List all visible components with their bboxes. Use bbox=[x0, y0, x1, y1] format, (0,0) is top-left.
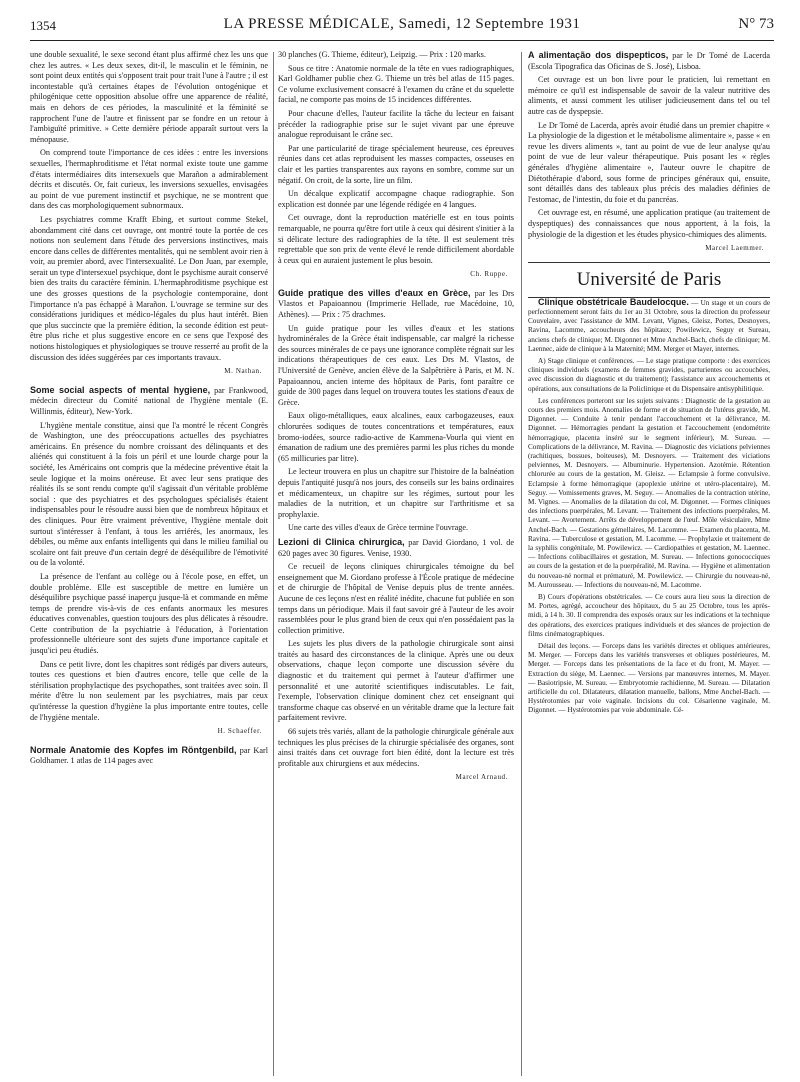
page-number: 1354 bbox=[30, 18, 56, 33]
review-heading bbox=[30, 745, 268, 767]
book-title: A alimentação dos dispepticos, bbox=[528, 50, 669, 60]
review-paragraph: Cet ouvrage est un bon livre pour le praticien, lui remettant en mémoire ce qu'il est indispensable de savoir de la valeur nutritive des aliments, et aussi comment les utiliser judicieusement dans tel ou tel autre cas de dyspepsie. bbox=[528, 75, 770, 116]
review-paragraph: Le lecteur trouvera en plus un chapitre sur l'histoire de la balnéation depuis l'antiquité jusqu'à nos jours, des conseils sur les bains ordinaires et médicamenteux, un chapitre sur les régimes, surtout pour les maladies de la nutrition, et un chapitre sur l'arthritisme et sa prophylaxie. bbox=[278, 467, 514, 519]
review-paragraph: Eaux oligo-métalliques, eaux alcalines, eaux carbogazeuses, eaux chlorurées sodiques de toutes concentrations et températures, eaux bromo-iodées, source radio-active de Kammena-Vourla qui vient en émanation de radium une des premières parmi les plus riches du monde (65 millicuries par litre). bbox=[278, 411, 514, 463]
review-paragraph: une double sexualité, le sexe second étant plus affirmé chez les uns que chez les autres. « Les deux sexes, dit-il, le masculin et le féminin, ne sont point deux entités qui s'opposent trait pour trait l'une à l'autre ; il est incontestable qu'à certaines étapes de l'évolution ontogénique et philogénique cette opposition absolue offre une apparence de réalité, mais en dehors de ces périodes, la masculinité et la féminité se rapprochent l'une de l'autre et finissent par se fondre en un retour à l'ambiguïté primitive. » Cette dernière période apparaît surtout vers la ménopause. bbox=[30, 50, 268, 144]
section-divider bbox=[528, 262, 770, 263]
book-byline: par le Dr Tomé de Lacerda (Escola Tipografica das Oficinas de S. José), Lisboa. bbox=[528, 51, 770, 71]
review-paragraph: 30 planches (G. Thieme, éditeur), Leipzig. — Prix : 120 marks. bbox=[278, 50, 486, 59]
book-title: Some social aspects of mental hygiene, bbox=[30, 384, 211, 395]
book-title: Guide pratique des villes d'eaux en Grèce, bbox=[278, 287, 471, 298]
review-paragraph: Pour chacune d'elles, l'auteur facilite la tâche du lecteur en faisant précéder la radiographie prise sur le sujet vivant par une épreuve analogue reproduisant le crâne sec. bbox=[278, 108, 514, 140]
review-paragraph: Les sujets les plus divers de la pathologie chirurgicale sont ainsi traités au hasard des circonstances de la clinique. Après une ou deux observations, chaque leçon comporte une discussion sévère du diagnostic et du traitement qui permet à l'auteur d'affirmer une personnalité et une autorité scientifiques indiscutables. Le fait, l'exemple, l'observation clinique dominent chez cet enseignant qui transforme chaque cas observé en un véritable drame que la lecture fait parfaitement revivre. bbox=[278, 639, 514, 723]
review-paragraph: Sous ce titre : Anatomie normale de la tête en vues radiographiques, Karl Goldhamer publie chez G. Thieme un très bel atlas de 115 pages. Ce volume exclusivement consacré à l'examen du crâne et du squelette facial, ne comporte pas moins de 15 incidences différentes. bbox=[278, 63, 514, 105]
announcement-paragraph: Clinique obstétricale Baudelocque. — Un stage et un cours de perfectionnement seront faits du 1er au 31 Octobre, sous la direction du professeur Couvelaire, avec l'assistance de MM. Levant, Vignes, Gleisz, Portes, Desnoyers, Ravina, Lacomme, accoucheurs des hôpitaux; Powilewicz, Seguy et Sureau, anciens chefs de clinique; M. Digonnet et Mme Anchel-Bach, chefs de clinique; M. Laennec, aide de clinique à la Maternité; MM. Merger et Mayer, internes. bbox=[528, 296, 770, 353]
review-paragraph: La présence de l'enfant au collège ou à l'école pose, en effet, un double problème. Elle est susceptible de mettre en lumière un déséquilibre psychique passé inaperçu jusque-là et commande en même temps de prendre vis-à-vis de ces enfants anormaux les mesures éducatives convenables, question toujours des plus délicates à résoudre. Cette contribution de la psychiatrie à l'éducation, à l'orientation professionnelle ultérieure sont des sujets d'une importance capitale et jusqu'ici peu étudiés. bbox=[30, 571, 268, 656]
issue-number: N° 73 bbox=[738, 16, 774, 32]
announcement-text: Un stage et un cours de perfectionnement seront faits du 1er au 31 Octobre, sous la direction du professeur Couvelaire, avec l'assistance de MM. Levant, Vignes, Gleisz, Portes, Desnoyers, Ravina, Lacomme, accoucheurs des hôpitaux; Powilewicz, Seguy et Sureau, anciens chefs de clinique; M. Digonnet et Mme Anchel-Bach, chefs de clinique; M. Laennec, aide de clinique à la Maternité; MM. Merger et Mayer, internes. bbox=[528, 298, 770, 353]
review-paragraph: Un guide pratique pour les villes d'eaux et les stations hydrominérales de la Grèce était indispensable, car malgré la richesse des sources minérales de ce pays une ignorance complète régnait sur les indications thérapeutiques de ces eaux. Les Drs M. Vlastos, de l'Université de Genève, ancien élève de la Salpêtrière à Paris, et M. N. Papaioannou, ancien interne des hôpitaux de Paris, font paraître ce guide de 300 pages dans lequel on trouvera toutes les stations d'eaux de Grèce. bbox=[278, 323, 514, 407]
column-rule-right bbox=[521, 52, 522, 1076]
review-signature: Marcel Arnaud. bbox=[455, 773, 508, 782]
review-paragraph: Ce recueil de leçons cliniques chirurgicales témoigne du bel enseignement que M. Giordano professe à l'École pratique de médecine et de chirurgie de l'hôpital de Venise depuis plus de trente années. Aucune de ces leçons n'est en réalité inédite, chacune fut publiée en son temps dans un périodique. Mais il faut savoir gré à l'auteur de les avoir rassemblées pour le plus grand bien de ceux qui n'en possédaient pas la collection primitive. bbox=[278, 562, 514, 635]
review-paragraph: On comprend toute l'importance de ces idées : entre les inversions sexuelles, l'hermaphroditisme et l'état normal existe toute une gamme d'états intermédiaires dits intersexuels que Marañon a admirablement décrits et discutés. Or, fait curieux, les inversions sexuelles, envisagées au point de vue purement instinctif et psychique, ne se montrent que dans des cas morphologiquement subnormaux. bbox=[30, 148, 268, 211]
book-title: Normale Anatomie des Kopfes im Röntgenbild, bbox=[30, 744, 237, 755]
column-1 bbox=[30, 50, 268, 1078]
section-heading: Université de Paris bbox=[576, 268, 722, 290]
review-paragraph: 66 sujets très variés, allant de la pathologie chirurgicale générale aux techniques les plus précises de la chirurgie spécialisée des organes, sont ainsi traités dans cet ouvrage fort bien édité, dont la lecture est très profitable aux chirurgiens et aux médecins. bbox=[278, 727, 514, 768]
announcement-paragraph: A) Stage clinique et conférences. — Le stage pratique comporte : des exercices cliniques individuels (examens de femmes gravides, parturientes ou accouchées, avec discussion du diagnostic et du traitement); l'assistance aux accouchements et opérations, aux consultations de la Policlinique et du Dispensaire antisyphilitique. bbox=[528, 356, 770, 393]
page-header bbox=[30, 14, 774, 41]
review-paragraph: L'hygiène mentale constitue, ainsi que l'a montré le récent Congrès de Washington, une des préoccupations actuelles des psychiatres américains. En présence du nombre croissant des délinquants et des aliénés qui constituent à la fois un péril et une lourde charge pour la société, les Américains ont compris que la médecine préventive était la seule logique et la moins onéreuse. Et avec leur sens pratique des réalités ils se sont rendu compte qu'il s'agissait d'un véritable problème social : que des psychiatres et des psychologues spécialisés étaient indispensables pour le résoudre aussi bien que de nombreux hôpitaux et des cliniques. Pour être vraiment préventive, l'hygiène mentale doit surtout s'intéresser à l'enfant, à tous les arriérés, les anormaux, les débiles, ou même aux enfants intelligents qui dans le milieu familial ou scolaire ont fait preuve d'un certain degré de déséquilibre de l'émotivité ou de la volonté. bbox=[30, 420, 268, 568]
column-rule-left bbox=[273, 52, 274, 1076]
review-paragraph: Le Dr Tomé de Lacerda, après avoir étudié dans un premier chapitre « La physiologie de la digestion et le métabolisme alimentaire », passe « en revue les divers aliments », tant au point de vue de leur analyse qu'au point de vue de leur valeur thérapeutique. Puis posant les « règles générales d'hygiène alimentaire », l'auteur ouvre le chapitre de Diétothérapie d'abord, sous forme de principes généraux qui, ensuite, sont détaillés dans des tableaux plus précis des maladies définies de l'estomac, de l'intestin, du foie et du pancréas. bbox=[528, 120, 770, 204]
review-paragraph: Les psychiatres comme Krafft Ebing, et surtout comme Stekel, abondamment cité dans cet ouvrage, ont montré toute la portée de ces notions non seulement dans l'étude des perversions instinctives, mais encore dans celles de différentes mentalités, qui ne semblent avoir rien à voir, au premier abord, avec l'intersexualité. Le Don Juan, par exemple, serait un type d'intersexuel psychique, dont le psychisme aurait conservé bien des traits du caractère féminin. L'hermaphroditisme psychique est une des grosses questions de la psychologie contemporaine, dont l'importance n'a pas échappé à Marañon. L'ouvrage se termine sur des considérations juridiques et médico-légales du plus haut intérêt. Bien que plus succincte que la première édition, la seconde édition est peut-être plus riche et plus suggestive encore en ce sens que l'exposé des notions histologiques et physiologiques se trouve resserré au profit de la discussion des idées suggérées par ces importants travaux. bbox=[30, 214, 268, 362]
book-title: Lezioni di Clinica chirurgica, bbox=[278, 536, 405, 547]
review-heading bbox=[528, 50, 770, 72]
announcement-title: Clinique obstétricale Baudelocque. bbox=[538, 296, 689, 307]
review-heading bbox=[278, 288, 514, 321]
book-byline: par Karl Goldhamer. 1 atlas de 114 pages avec bbox=[30, 745, 268, 766]
review-heading bbox=[30, 385, 268, 418]
journal-title: LA PRESSE MÉDICALE, Samedi, 12 Septembre 1931 bbox=[223, 16, 581, 32]
book-byline: par David Giordano, 1 vol. de 620 pages avec 30 figures. Venise, 1930. bbox=[278, 537, 514, 558]
review-signature: Marcel Laemmer. bbox=[705, 244, 764, 253]
book-byline: par Frankwood, médecin directeur du Comité national de l'hygiène mentale (E. Willinmis, éditeur), New-York. bbox=[30, 385, 268, 416]
book-byline: par les Drs Vlastos et Papaioannou (Imprimerie Hellade, rue Macédoine, 10, Athènes). — Prix : 75 drachmes. bbox=[278, 288, 514, 320]
review-paragraph: Cet ouvrage est, en résumé, une application pratique (au traitement de dyspeptiques) des connaissances que nous apportent, à la fois, la physiologie de la digestion et les études physico-chimiques des aliments. bbox=[528, 208, 770, 239]
announcement bbox=[528, 298, 770, 716]
review-paragraph: Dans ce petit livre, dont les chapitres sont rédigés par divers auteurs, toutes ces questions et bien d'autres encore, telle que celle de la stérilisation prophylactique des psychopathes, sont traitées avec soin. Il mérite d'être lu non seulement par les psychiatres, mais par ceux qu'intéresse la question d'hygiène la plus importante entre toutes, celle de l'hygiène mentale. bbox=[30, 659, 268, 722]
announcement-paragraph: Les conférences porteront sur les sujets suivants : Diagnostic de la gestation au cours des premiers mois. Anomalies de forme et de situation de l'utérus gravide, M. Digonnet. — Conduite à tenir pendant l'accouchement et la délivrance, M. Digonnet. — Hémorragies pendant la gestation et l'accouchement (endométrite hémorragique, placenta inséré sur le segment inférieur), M. Sureau. — Complications de la délivrance, M. Ravina. — Diagnostic des viciations pelviennes (rachitiques, bossues, boiteuses), M. Desnoyers. — Traitement des viciations pelviennes, M. Desnoyers. — Albuminurie. Hypertension. Azotémie. Rétention chlorurée au cours de la gestation, M. Gleisz. — Eclampsie à forme convulsive. Eclampsie à forme hémorragique (apoplexie utérine et utéro-placentaire), M. Seguy. — Vomissements graves, M. Seguy. — Anomalies de la contraction utérine, M. Vignes. — Anomalies de la dilatation du col, M. Digonnet. — Formes cliniques des infections puerpérales, M. Levant. — Traitement des infections puerpérales, M. Levant. — Avortement. Arrêts de développement de l'œuf. Môle vésiculaire, Mme Anchel-Bach. — Gestations gémellaires, M. Lacomme. — Examen du placenta, M. Ravina. — Tuberculose et gestation, M. Lacomme. — Prophylaxie et traitement de la syphilis congénitale, M. Powilewicz. — Cardiopathies et gestation, M. Laennec. — Infections colibacillaires et gestation, M. Sureau. — Infections gonococciques au cours de la gestation et de la puerpéralité, M. Ravina. — Hygiène et alimentation du nouveau-né normal et prématuré, M. Powilewicz. — Chirurgie du nouveau-né, M. Aurousseau. — Infections du nouveau-né, M. Lacomme. bbox=[528, 396, 770, 589]
review-signature: H. Schaeffer. bbox=[217, 727, 262, 736]
review-signature: M. Nathan. bbox=[224, 367, 262, 376]
column-2 bbox=[278, 50, 514, 1078]
announcement-paragraph: Détail des leçons. — Forceps dans les variétés directes et obliques antérieures, M. Merger. — Forceps dans les variétés transverses et obliques postérieures, M. Merger. — Forceps dans les présentations de la face et du front, M. Mayer. — Extraction du siège, M. Laennec. — Versions par manœuvres internes, M. Mayer. — Basiotripsie, M. Sureau. — Embryotomie rachidienne, M. Sureau. — Dilatation artificielle du col. Dilatateurs, dilatation manuelle, ballons, Mme Anchel-Bach. — Hystérotomies par voie vaginale. Incisions du col. Césarienne vaginale, M. Digonnet. — Hystérotomies par voie abdominale. Cé- bbox=[528, 642, 770, 715]
review-paragraph: Cet ouvrage, dont la reproduction matérielle est en tous points remarquable, ne pourra qu'être fort utile à ceux qui désirent s'initier à la si délicate lecture des radiographies de la tête. Il est seulement très regrettable que son prix de vente élevé le rende difficilement abordable à ceux qui en auraient justement le plus besoin. bbox=[278, 213, 514, 265]
review-paragraph: Une carte des villes d'eaux de Grèce termine l'ouvrage. bbox=[288, 523, 469, 533]
review-paragraph: Un décalque explicatif accompagne chaque radiographie. Son explication est donnée par une légende rédigée en 4 langues. bbox=[278, 189, 514, 209]
column-3 bbox=[528, 50, 770, 1078]
review-signature: Ch. Ruppe. bbox=[470, 270, 508, 279]
review-heading bbox=[278, 537, 514, 559]
announcement-paragraph: B) Cours d'opérations obstétricales. — Ce cours aura lieu sous la direction de M. Portes, agrégé, accoucheur des hôpitaux, du 5 au 25 Octobre, tous les après-midi, à 14 h. 30. Il comprendra des exposés oraux sur les indications et la technique des opérations, des exercices pratiques individuels et des séances de projection de films cinématographiques. bbox=[528, 592, 770, 638]
review-paragraph: Par une particularité de tirage spécialement heureuse, ces épreuves réunies dans cet atlas reproduisent les masses compactes, osseuses en clair et les parties transparentes aux rayons en sombre, comme sur un négatif. On croit, de la sorte, lire un film. bbox=[278, 143, 514, 185]
